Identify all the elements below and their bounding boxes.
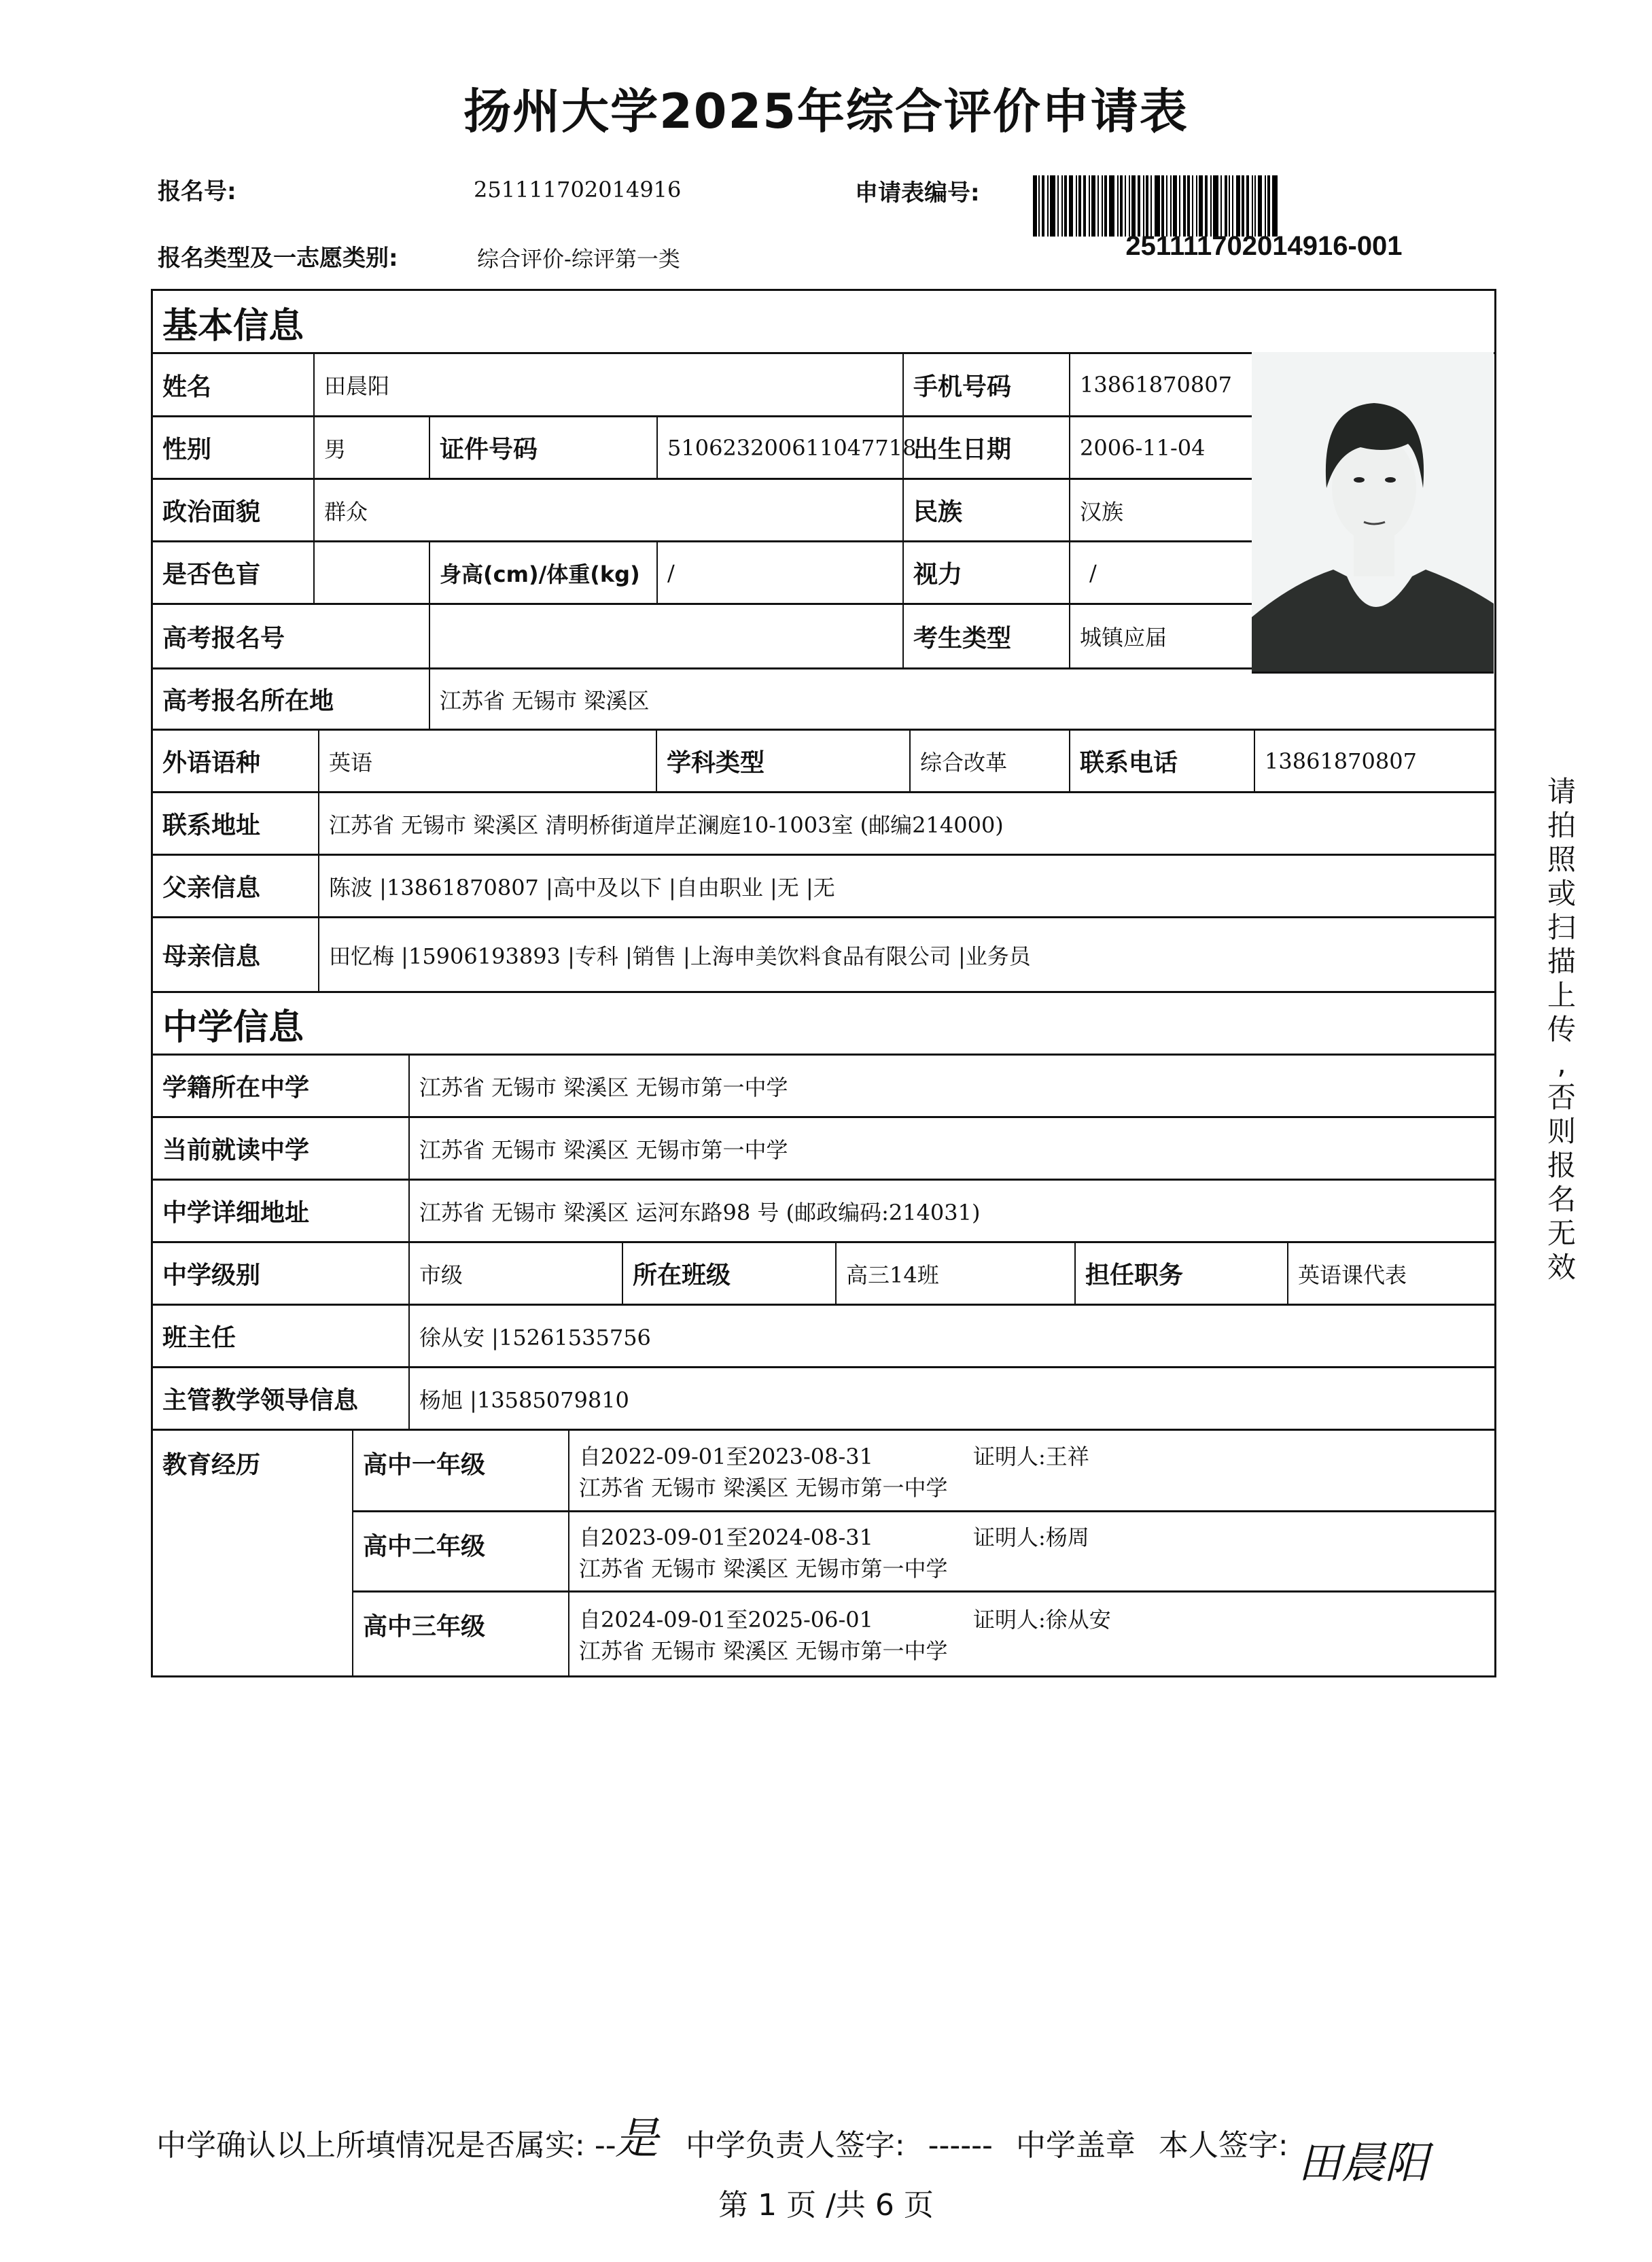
- school-info-table: [151, 991, 1496, 1677]
- father-value: 陈波 |13861870807 |高中及以下 |自由职业 |无 |无: [319, 856, 1494, 918]
- upload-notice-char: 则: [1547, 1115, 1576, 1148]
- head-teacher-label: 班主任: [153, 1306, 410, 1368]
- edu-school: 江苏省 无锡市 梁溪区 无锡市第一中学: [579, 1638, 948, 1664]
- id-label: 证件号码: [430, 417, 658, 480]
- barcode-bar: [1179, 175, 1180, 237]
- language-value: 英语: [319, 731, 657, 793]
- edu-detail: [569, 1431, 1494, 1512]
- barcode-bar: [1170, 175, 1172, 237]
- gender-label: 性别: [153, 417, 315, 480]
- upload-notice-char: 上: [1547, 979, 1576, 1012]
- birth-label: 出生日期: [904, 417, 1070, 480]
- name-label: 姓名: [153, 354, 315, 417]
- barcode-bar: [1078, 175, 1081, 237]
- barcode: [1033, 175, 1495, 237]
- barcode-bar: [1069, 175, 1073, 237]
- reg-no-label: 报名号:: [158, 178, 236, 205]
- subject-value: 综合改革: [911, 731, 1070, 793]
- edu-range: 自2023-09-01至2024-08-31: [579, 1524, 874, 1550]
- barcode-bar: [1091, 175, 1095, 237]
- father-label: 父亲信息: [153, 856, 319, 918]
- form-title: 扬州大学2025年综合评价申请表: [463, 84, 1189, 139]
- barcode-bar: [1131, 175, 1136, 237]
- class-label: 所在班级: [623, 1243, 837, 1306]
- barcode-bar: [1161, 175, 1164, 237]
- upload-notice-char: 照: [1547, 843, 1576, 876]
- edu-grade: 高中三年级: [353, 1593, 569, 1675]
- edu-range: 自2022-09-01至2023-08-31: [579, 1443, 874, 1469]
- phone-value: 13861870807: [1255, 731, 1494, 793]
- barcode-bar: [1220, 175, 1222, 237]
- colorblind-label: 是否色盲: [153, 542, 315, 605]
- barcode-bar: [1150, 175, 1152, 237]
- gaokao-loc-value: 江苏省 无锡市 梁溪区: [430, 669, 1494, 731]
- barcode-bar: [1183, 175, 1186, 237]
- barcode-bar: [1205, 175, 1208, 237]
- height-weight-label: 身高(cm)/体重(kg): [430, 542, 658, 605]
- mother-label: 母亲信息: [153, 918, 319, 991]
- barcode-bar: [1229, 175, 1230, 237]
- barcode-bar: [1042, 175, 1044, 237]
- barcode-bar: [1210, 175, 1212, 237]
- edu-school: 江苏省 无锡市 梁溪区 无锡市第一中学: [579, 1555, 948, 1582]
- barcode-bar: [1155, 175, 1160, 237]
- address-label: 联系地址: [153, 793, 319, 856]
- barcode-bar: [1117, 175, 1119, 237]
- barcode-bar: [1199, 175, 1203, 237]
- barcode-bar: [1272, 175, 1278, 237]
- upload-notice-char: ,: [1557, 1047, 1566, 1080]
- barcode-bar: [1104, 175, 1107, 237]
- upload-notice-char: 或: [1547, 877, 1576, 910]
- barcode-bar: [1267, 175, 1270, 237]
- school-level-label: 中学级别: [153, 1243, 410, 1306]
- class-value: 高三14班: [837, 1243, 1076, 1306]
- barcode-bar: [1138, 175, 1140, 237]
- name-value: 田晨阳: [315, 354, 904, 417]
- ethnicity-value: 汉族: [1070, 480, 1254, 542]
- principal-blank: ------: [928, 2128, 993, 2163]
- subject-label: 学科类型: [657, 731, 911, 793]
- language-label: 外语语种: [153, 731, 319, 793]
- barcode-bar: [1057, 175, 1059, 237]
- barcode-bar: [1173, 175, 1177, 237]
- current-school-value: 江苏省 无锡市 梁溪区 无锡市第一中学: [410, 1118, 1494, 1181]
- principal-label: 中学负责人签字:: [685, 2128, 905, 2163]
- barcode-bar: [1097, 175, 1099, 237]
- registered-school-label: 学籍所在中学: [153, 1056, 410, 1118]
- candidate-type-value: 城镇应届: [1070, 605, 1254, 669]
- barcode-bar: [1242, 175, 1244, 237]
- confirm-signature-field: -- 是: [595, 2128, 676, 2163]
- candidate-type-label: 考生类型: [904, 605, 1070, 669]
- self-label: 本人签字:: [1158, 2128, 1288, 2163]
- birth-value: 2006-11-04: [1070, 417, 1254, 480]
- upload-notice-char: 请: [1547, 775, 1576, 808]
- gaokao-loc-label: 高考报名所在地: [153, 669, 430, 731]
- colorblind-value: [315, 542, 430, 605]
- barcode-bar: [1064, 175, 1067, 237]
- applicant-photo: [1252, 352, 1494, 674]
- barcode-bar: [1089, 175, 1090, 237]
- confirm-signature: 是: [614, 2114, 658, 2164]
- upload-notice-char: 否: [1547, 1081, 1576, 1114]
- phone-label: 联系电话: [1070, 731, 1255, 793]
- barcode-bar: [1109, 175, 1114, 237]
- political-label: 政治面貌: [153, 480, 315, 542]
- self-signature: 田晨阳: [1297, 2138, 1428, 2189]
- teaching-leader-label: 主管教学领导信息: [153, 1368, 410, 1431]
- role-value: 英语课代表: [1288, 1243, 1494, 1306]
- barcode-bar: [1047, 175, 1049, 237]
- barcode-bar: [1083, 175, 1086, 237]
- barcode-bar: [1076, 175, 1077, 237]
- stamp-label: 中学盖章: [1015, 2128, 1136, 2163]
- barcode-bar: [1196, 175, 1197, 237]
- edu-detail: [569, 1512, 1494, 1593]
- vision-label: 视力: [904, 542, 1070, 605]
- upload-notice-char: 效: [1547, 1251, 1576, 1284]
- barcode-bar: [1225, 175, 1227, 237]
- school-address-label: 中学详细地址: [153, 1181, 410, 1243]
- type-label: 报名类型及一志愿类别:: [158, 245, 398, 272]
- upload-notice-char: 描: [1547, 945, 1576, 978]
- upload-notice-char: 扫: [1547, 911, 1576, 944]
- reg-no-value: 251111702014916: [474, 177, 682, 203]
- role-label: 担任职务: [1076, 1243, 1288, 1306]
- barcode-bar: [1265, 175, 1266, 237]
- school-address-value: 江苏省 无锡市 梁溪区 运河东路98 号 (邮政编码:214031): [410, 1181, 1494, 1243]
- barcode-bar: [1187, 175, 1190, 237]
- barcode-bar: [1146, 175, 1148, 237]
- edu-detail: [569, 1593, 1494, 1675]
- barcode-bar: [1143, 175, 1144, 237]
- barcode-bar: [1252, 175, 1253, 237]
- id-value: 510623200611047718: [658, 417, 904, 480]
- type-value: 综合评价-综评第一类: [477, 246, 680, 272]
- confirm-label: 中学确认以上所填情况是否属实:: [156, 2128, 585, 2163]
- edu-grade: 高中一年级: [353, 1431, 569, 1512]
- school-level-value: 市级: [410, 1243, 623, 1306]
- mobile-value: 13861870807: [1070, 354, 1254, 417]
- barcode-bar: [1258, 175, 1262, 237]
- upload-notice: [1541, 775, 1582, 1285]
- barcode-bar: [1166, 175, 1167, 237]
- edu-witness: 证明人:王祥: [973, 1443, 1089, 1469]
- form-no-value: 251111702014916-001: [1125, 231, 1403, 261]
- barcode-bar: [1125, 175, 1126, 237]
- barcode-bar: [1192, 175, 1193, 237]
- barcode-bar: [1236, 175, 1240, 237]
- current-school-label: 当前就读中学: [153, 1118, 410, 1181]
- upload-notice-char: 传: [1547, 1013, 1576, 1046]
- upload-notice-char: 报: [1547, 1149, 1576, 1182]
- edu-grade: 高中二年级: [353, 1512, 569, 1593]
- barcode-bar: [1120, 175, 1123, 237]
- height-weight-value: /: [658, 542, 904, 605]
- upload-notice-char: 拍: [1547, 809, 1576, 842]
- gaokao-no-value: [430, 605, 904, 669]
- mother-value: 田忆梅 |15906193893 |专科 |销售 |上海申美饮料食品有限公司 |业务员: [329, 943, 1031, 969]
- education-label: 教育经历: [153, 1431, 353, 1675]
- barcode-bar: [1061, 175, 1063, 237]
- barcode-bar: [1213, 175, 1218, 237]
- barcode-bar: [1038, 175, 1040, 237]
- barcode-bar: [1129, 175, 1130, 237]
- teaching-leader-value: 杨旭 |13585079810: [410, 1368, 1494, 1431]
- vision-value: /: [1070, 542, 1254, 605]
- gender-value: 男: [315, 417, 430, 480]
- upload-notice-char: 无: [1547, 1217, 1576, 1250]
- section-basic-info: 基本信息: [153, 291, 1494, 354]
- barcode-bar: [1050, 175, 1055, 237]
- gaokao-no-label: 高考报名号: [153, 605, 430, 669]
- barcode-bar: [1254, 175, 1256, 237]
- barcode-bar: [1102, 175, 1103, 237]
- form-no-label: 申请表编号:: [855, 179, 980, 207]
- edu-witness: 证明人:杨周: [973, 1524, 1089, 1550]
- upload-notice-char: 名: [1547, 1183, 1576, 1216]
- page-number: 第 1 页 /共 6 页: [718, 2188, 934, 2223]
- political-value: 群众: [315, 480, 904, 542]
- barcode-bar: [1033, 175, 1037, 237]
- registered-school-value: 江苏省 无锡市 梁溪区 无锡市第一中学: [410, 1056, 1494, 1118]
- edu-witness: 证明人:徐从安: [973, 1607, 1111, 1633]
- footer-confirmation: [156, 2114, 1434, 2189]
- barcode-bar: [1232, 175, 1233, 237]
- head-teacher-value: 徐从安 |15261535756: [410, 1306, 1494, 1368]
- mobile-label: 手机号码: [904, 354, 1070, 417]
- barcode-bar: [1246, 175, 1249, 237]
- section-school-info: 中学信息: [153, 993, 1494, 1056]
- address-value: 江苏省 无锡市 梁溪区 清明桥街道岸芷澜庭10-1003室 (邮编214000): [319, 793, 1494, 856]
- ethnicity-label: 民族: [904, 480, 1070, 542]
- edu-range: 自2024-09-01至2025-06-01: [579, 1607, 874, 1633]
- edu-school: 江苏省 无锡市 梁溪区 无锡市第一中学: [579, 1474, 948, 1501]
